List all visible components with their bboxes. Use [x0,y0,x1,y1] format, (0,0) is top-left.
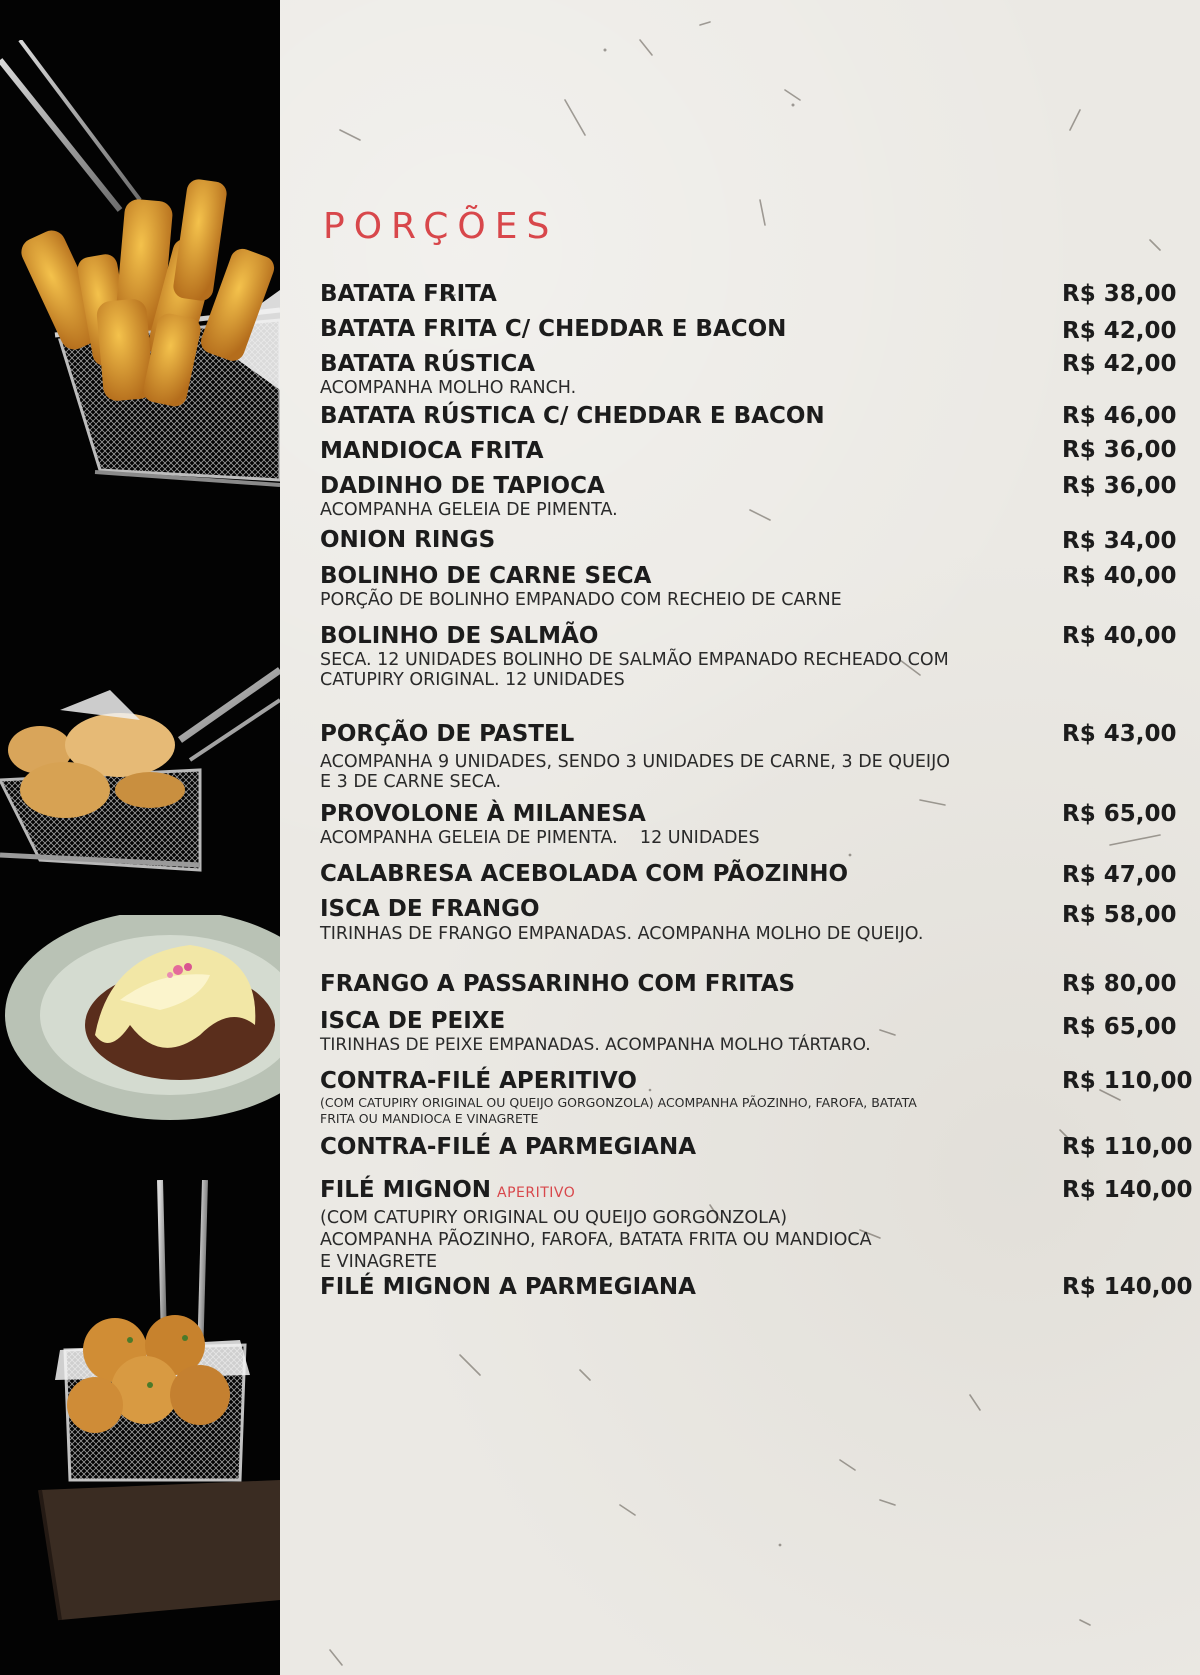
item-name: ISCA DE PEIXE [320,1008,506,1034]
item-price: R$ 42,00 [1062,318,1177,344]
item-name: DADINHO DE TAPIOCA [320,473,605,499]
item-description: TIRINHAS DE FRANGO EMPANADAS. ACOMPANHA MOLHO DE QUEIJO. [320,924,924,944]
menu-item [320,350,1180,398]
menu-paper [280,0,1200,1675]
item-price: R$ 38,00 [1062,281,1177,307]
menu-item [320,720,1180,792]
menu-item [320,1007,1180,1055]
item-name: ISCA DE FRANGO [320,896,540,922]
menu-item [320,1133,1193,1161]
item-price: R$ 58,00 [1062,902,1177,928]
menu-item [320,970,1180,998]
item-name: MANDIOCA FRITA [320,438,544,464]
menu-item [320,622,1180,690]
item-price: R$ 43,00 [1062,721,1177,747]
item-description: (COM CATUPIRY ORIGINAL OU QUEIJO GORGONZOLA) ACOMPANHA PÃOZINHO, FAROFA, BATATA FRITA OU MANDIOCA E VINAGRETE [320,1208,872,1272]
croquettes-basket-photo [0,1180,280,1640]
page-title: PORÇÕES [323,206,559,247]
menu-item [320,800,1180,848]
item-name: BOLINHO DE SALMÃO [320,623,599,649]
item-price: R$ 65,00 [1062,1014,1177,1040]
item-price: R$ 140,00 [1062,1274,1193,1300]
item-note: APERITIVO [497,1185,576,1201]
item-description: TIRINHAS DE PEIXE EMPANADAS. ACOMPANHA MOLHO TÁRTARO. [320,1035,871,1055]
menu-item [320,562,1180,610]
item-price: R$ 47,00 [1062,862,1177,888]
item-name [320,1176,1193,1207]
item-description: ACOMPANHA GELEIA DE PIMENTA. 12 UNIDADES [320,828,760,848]
item-name: FRANGO A PASSARINHO COM FRITAS [320,971,796,997]
item-name: BATATA FRITA [320,281,497,307]
item-price: R$ 140,00 [1062,1177,1193,1203]
item-price: R$ 36,00 [1062,437,1177,463]
item-description: ACOMPANHA 9 UNIDADES, SENDO 3 UNIDADES DE CARNE, 3 DE QUEIJO E 3 DE CARNE SECA. [320,752,951,792]
steak-with-cheese-plate-photo [0,915,280,1135]
menu-item [320,315,1180,343]
item-name: CONTRA-FILÉ APERITIVO [320,1068,637,1094]
menu-item [320,472,1180,520]
item-name: BATATA RÚSTICA C/ CHEDDAR E BACON [320,403,825,429]
menu-item [320,402,1180,430]
item-name: CALABRESA ACEBOLADA COM PÃOZINHO [320,861,849,887]
item-price: R$ 40,00 [1062,623,1177,649]
pastel-basket-photo [0,660,280,920]
menu-item [320,895,1180,945]
item-price: R$ 36,00 [1062,473,1177,499]
fried-snacks-basket-photo [0,40,280,560]
item-name: CONTRA-FILÉ A PARMEGIANA [320,1134,697,1160]
item-description: (COM CATUPIRY ORIGINAL OU QUEIJO GORGONZOLA) ACOMPANHA PÃOZINHO, FAROFA, BATATA FRITA OU MANDIOCA E VINAGRETE [320,1095,917,1126]
item-description: PORÇÃO DE BOLINHO EMPANADO COM RECHEIO DE CARNE [320,590,842,610]
item-name: FILÉ MIGNON A PARMEGIANA [320,1274,696,1300]
item-name: PROVOLONE À MILANESA [320,801,646,827]
item-description: SECA. 12 UNIDADES BOLINHO DE SALMÃO EMPANADO RECHEADO COM CATUPIRY ORIGINAL. 12 UNIDADES [320,650,949,690]
item-name: BOLINHO DE CARNE SECA [320,563,652,589]
item-name: BATATA RÚSTICA [320,351,536,377]
item-price: R$ 65,00 [1062,801,1177,827]
photo-strip [0,0,280,1675]
item-price: R$ 110,00 [1062,1134,1193,1160]
item-price: R$ 34,00 [1062,528,1177,554]
item-price: R$ 40,00 [1062,563,1177,589]
item-name: PORÇÃO DE PASTEL [320,721,575,747]
item-name: ONION RINGS [320,527,496,553]
menu-item [320,1273,1193,1301]
menu-item [320,1067,1193,1127]
menu-item [320,280,1180,308]
item-description: ACOMPANHA MOLHO RANCH. [320,378,577,398]
item-price: R$ 110,00 [1062,1068,1193,1094]
item-price: R$ 46,00 [1062,403,1177,429]
item-name-text: FILÉ MIGNON [320,1177,492,1203]
item-description: ACOMPANHA GELEIA DE PIMENTA. [320,500,618,520]
menu-item [320,1176,1193,1273]
item-price: R$ 42,00 [1062,351,1177,377]
menu-item [320,860,1180,888]
item-price: R$ 80,00 [1062,971,1177,997]
menu-item [320,437,1180,465]
item-name: BATATA FRITA C/ CHEDDAR E BACON [320,316,787,342]
menu-item [320,526,1180,554]
